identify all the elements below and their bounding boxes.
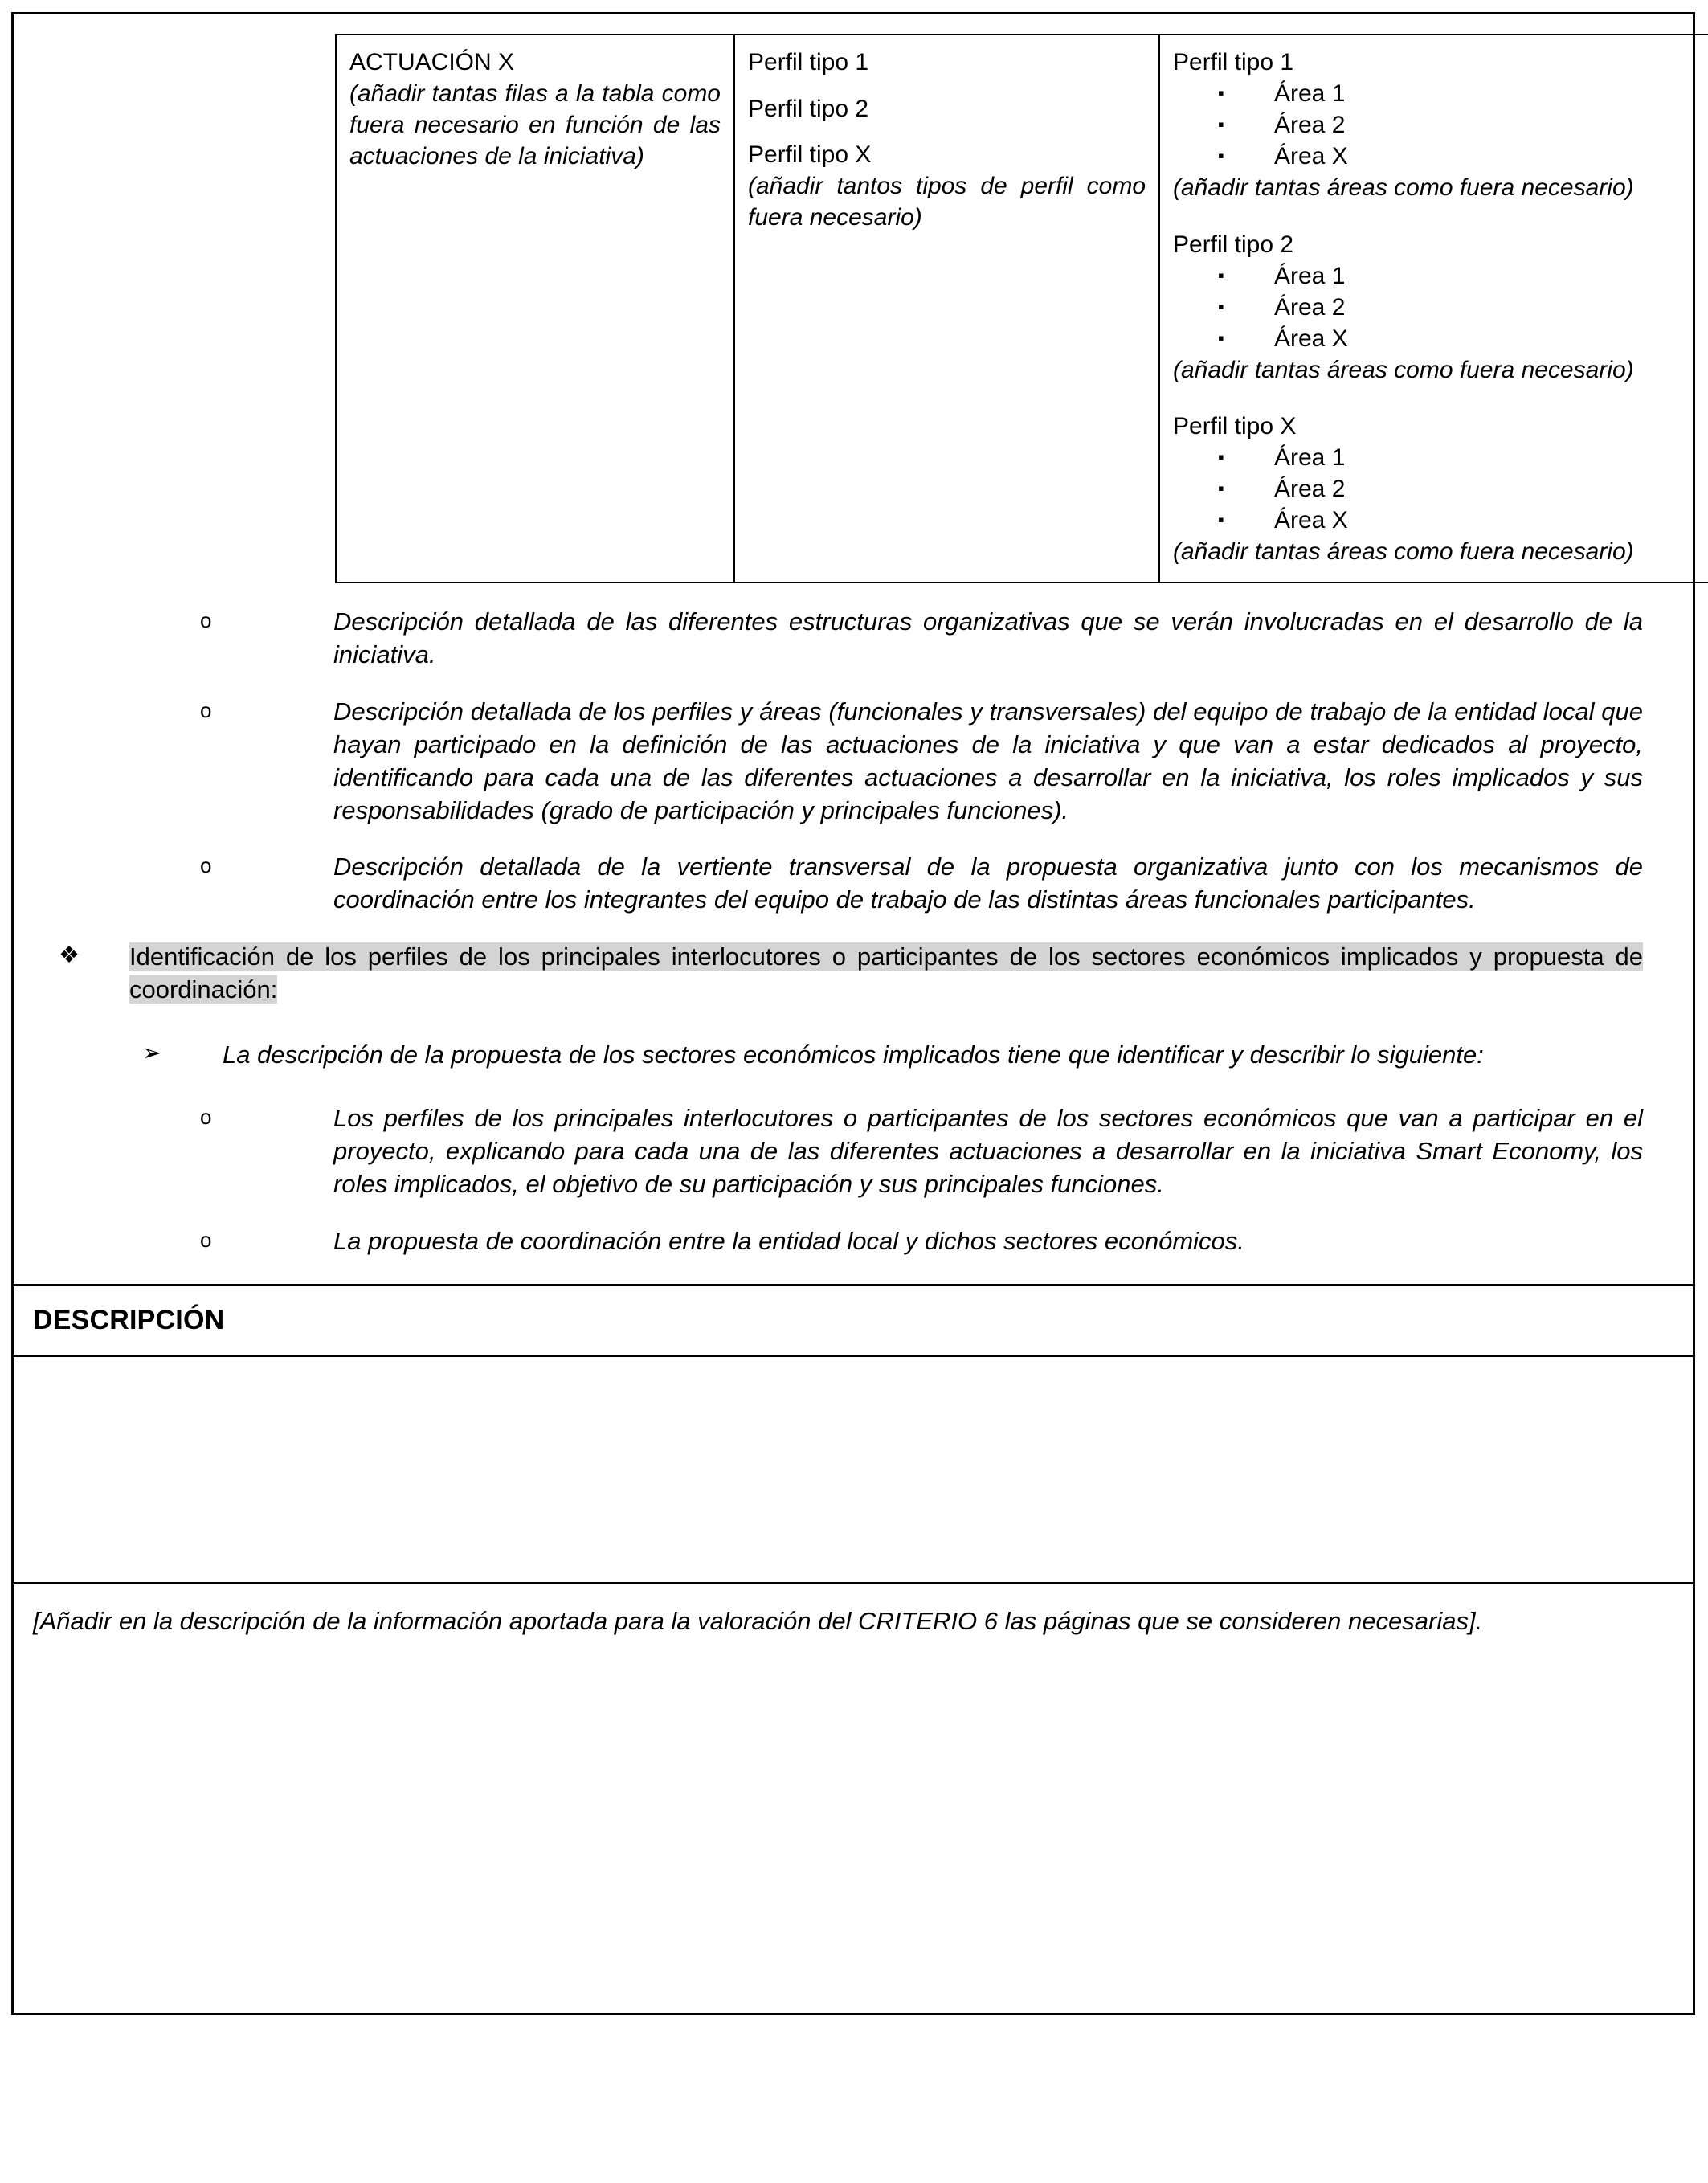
list-item-text: Descripción detallada de la vertiente transversal de la propuesta organizativa junto con los mecanismos de coordinación entre los integrantes del equipo de trabajo de las distintas áreas funcionales participantes. [333,852,1643,914]
area-list-item [1173,292,1708,323]
area-label: Área 2 [1274,112,1346,138]
descripcion-answer-area[interactable] [14,1357,1693,1584]
cell-perfiles [734,35,1159,583]
profile-table-wrapper [14,14,1693,583]
arrow-bullet-icon: ➢ [142,1040,162,1067]
criterion-content-region [14,14,1693,1286]
area-group-profile: Perfil tipo 1 [1173,49,1294,76]
area-group [1173,47,1708,203]
area-group-note: (añadir tantas áreas como fuera necesario) [1173,538,1634,565]
area-list-item [1173,109,1708,141]
area-group [1173,411,1708,567]
list-item-highlighted [52,941,1643,1007]
list-item-text: Descripción detallada de las diferentes estructuras organizativas que se verán involucradas en el desarrollo de la iniciativa. [333,607,1643,668]
circle-bullet-icon: o [200,1104,212,1129]
cell-areas [1159,35,1708,583]
area-label: Área 2 [1274,293,1346,321]
highlighted-heading-text [129,941,1643,1007]
spacer [748,125,1146,140]
square-bullet-icon: ▪ [1218,509,1224,530]
highlight-span: Identificación de los perfiles de los principales interlocutores o participantes de los sectores económicos implicados y propuesta de coordinación: [129,942,1643,1004]
profile-table [335,34,1708,583]
circle-bullet-icon: o [200,608,212,632]
spacer [1173,203,1708,229]
descripcion-header-label: DESCRIPCIÓN [33,1304,225,1335]
area-label: Área 1 [1274,80,1346,107]
area-list-item [1173,78,1708,109]
square-bullet-icon: ▪ [1218,447,1224,468]
area-list [1173,260,1708,354]
area-group-profile: Perfil tipo X [1173,413,1297,439]
list-item-text: La descripción de la propuesta de los sectores económicos implicados tiene que identificar y describir lo siguiente: [223,1040,1484,1069]
area-list [1173,442,1708,536]
perfil-item: Perfil tipo 1 [748,49,869,76]
area-group-note: (añadir tantas áreas como fuera necesario) [1173,356,1634,383]
list-item [200,851,1643,917]
area-list-item [1173,473,1708,505]
list-item [200,606,1643,672]
list-item [200,1102,1643,1201]
spacer [1173,386,1708,411]
circle-bullet-icon: o [200,853,212,878]
criterion-bullet-list [14,583,1693,1284]
cell-actuacion [336,35,734,583]
area-list-item [1173,442,1708,473]
perfil-item: Perfil tipo 2 [748,95,869,122]
table-row [336,35,1708,583]
list-item [142,1039,1643,1072]
circle-bullet-icon: o [200,697,212,722]
descripcion-note-row [14,1584,1693,1700]
area-group-profile: Perfil tipo 2 [1173,231,1294,258]
square-bullet-icon: ▪ [1218,145,1224,166]
square-bullet-icon: ▪ [1218,296,1224,317]
circle-bullet-icon: o [200,1227,212,1252]
descripcion-header-row [14,1286,1693,1357]
area-group [1173,229,1708,386]
area-label: Área 1 [1274,262,1346,289]
page-outer-frame [11,12,1695,2015]
area-list-item [1173,323,1708,354]
area-group-note: (añadir tantas áreas como fuera necesario) [1173,174,1634,201]
square-bullet-icon: ▪ [1218,83,1224,104]
spacer [748,78,1146,93]
area-label: Área X [1274,507,1348,533]
square-bullet-icon: ▪ [1218,114,1224,135]
area-label: Área X [1274,143,1348,170]
actuacion-heading: ACTUACIÓN X [349,49,515,76]
area-list-item [1173,505,1708,536]
area-label: Área 1 [1274,444,1346,471]
list-item [200,696,1643,828]
square-bullet-icon: ▪ [1218,478,1224,499]
actuacion-note: (añadir tantas filas a la tabla como fuera necesario en función de las actuaciones de la iniciativa) [349,80,721,170]
area-label: Área 2 [1274,476,1346,502]
square-bullet-icon: ▪ [1218,264,1224,285]
area-list [1173,78,1708,172]
area-list-item [1173,141,1708,172]
list-item-text: La propuesta de coordinación entre la entidad local y dichos sectores económicos. [333,1226,1244,1255]
perfil-item: Perfil tipo X [748,141,872,169]
list-item-text: Los perfiles de los principales interlocutores o participantes de los sectores económicos que van a participar en el proyecto, explicando para cada una de las diferentes actuaciones a desarrollar en la iniciativa Smart Economy, los roles implicados, el objetivo de su participación y sus principales funciones. [333,1103,1643,1198]
square-bullet-icon: ▪ [1218,327,1224,348]
perfiles-note: (añadir tantos tipos de perfil como fuera necesario) [748,173,1146,231]
area-list-item [1173,260,1708,292]
diamond-bullet-icon: ❖ [59,942,80,969]
list-item-text: Descripción detallada de los perfiles y áreas (funcionales y transversales) del equipo de trabajo de la entidad local que hayan participado en la definición de las actuaciones de la iniciativa y que van a estar dedicados al proyecto, identificando para cada una de las diferentes actuaciones a desarrollar en la iniciativa, los roles implicados y sus responsabilidades (grado de participación y principales funciones). [333,697,1643,824]
list-item [200,1225,1643,1258]
descripcion-note-text: [Añadir en la descripción de la información aportada para la valoración del CRITERIO 6 las páginas que se consideren necesarias]. [33,1606,1483,1635]
area-label: Área X [1274,325,1348,352]
